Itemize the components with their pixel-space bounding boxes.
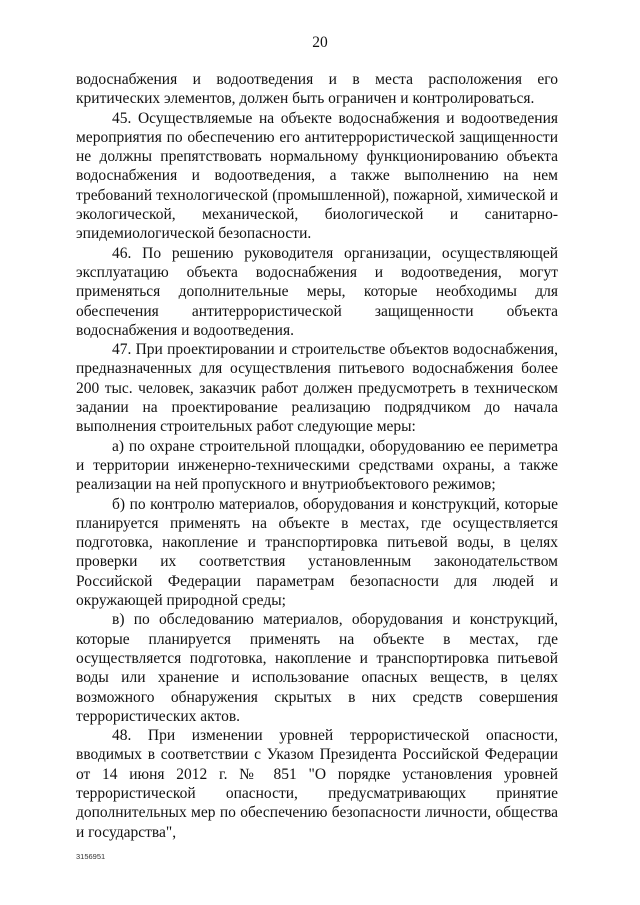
- footer-code: 3156951: [76, 852, 106, 861]
- document-body: [76, 70, 558, 842]
- paragraph-47: 47. При проектировании и строительстве объектов водоснабжения, предназначенных для осуществления питьевого водоснабжения более 200 тыс. человек, заказчик работ должен предусмотреть в техническом задании на проектирование реализацию подрядчиком до начала выполнения строительных работ следующие меры:: [76, 341, 558, 436]
- page-number: 20: [312, 34, 328, 51]
- paragraph-47-item-a: а) по охране строительной площадки, оборудованию ее периметра и территории инженерно-техническими средствами охраны, а также реализации на ней пропускного и внутриобъектового режимов;: [76, 437, 558, 494]
- paragraph-47-item-b: б) по контролю материалов, оборудования и конструкций, которые планируется применять на объекте в местах, где осуществляется подготовка, накопление и транспортировка питьевой воды, в целях проверки их соответствия установленным законодательством Российской Федерации параметрам безопасности для людей и окружающей природной среды;: [76, 495, 558, 610]
- paragraph-47-item-v: в) по обследованию материалов, оборудования и конструкций, которые планируется применять на объекте в местах, где осуществляется подготовка, накопление и транспортировка питьевой воды или хранение и использование опасных веществ, в целях возможного обнаружения скрытых в них средств совершения террористических актов.: [76, 611, 558, 725]
- paragraph-45: 45. Осуществляемые на объекте водоснабжения и водоотведения мероприятия по обеспечению его антитеррористической защищенности не должны препятствовать нормальному функционированию объекта водоснабжения и водоотведения, а также выполнению на нем требований технологической (промышленной), пожарной, химической и экологической, механической, биологической и санитарно-эпидемиологической безопасности.: [76, 109, 558, 243]
- paragraph-48: 48. При изменении уровней террористической опасности, вводимых в соответствии с Указом Президента Российской Федерации от 14 июня 2012 г. № 851 "О порядке установления уровней террористической опасности, предусматривающих принятие дополнительных мер по обеспечению безопасности личности, общества и государства",: [76, 727, 558, 841]
- paragraph-46: 46. По решению руководителя организации, осуществляющей эксплуатацию объекта водоснабжения и водоотведения, могут применяться дополнительные меры, которые необходимы для обеспечения антитеррористической защищенности объекта водоснабжения и водоотведения.: [76, 244, 558, 339]
- paragraph-continuation: водоснабжения и водоотведения и в места расположения его критических элементов, должен быть ограничен и контролироваться.: [76, 71, 558, 108]
